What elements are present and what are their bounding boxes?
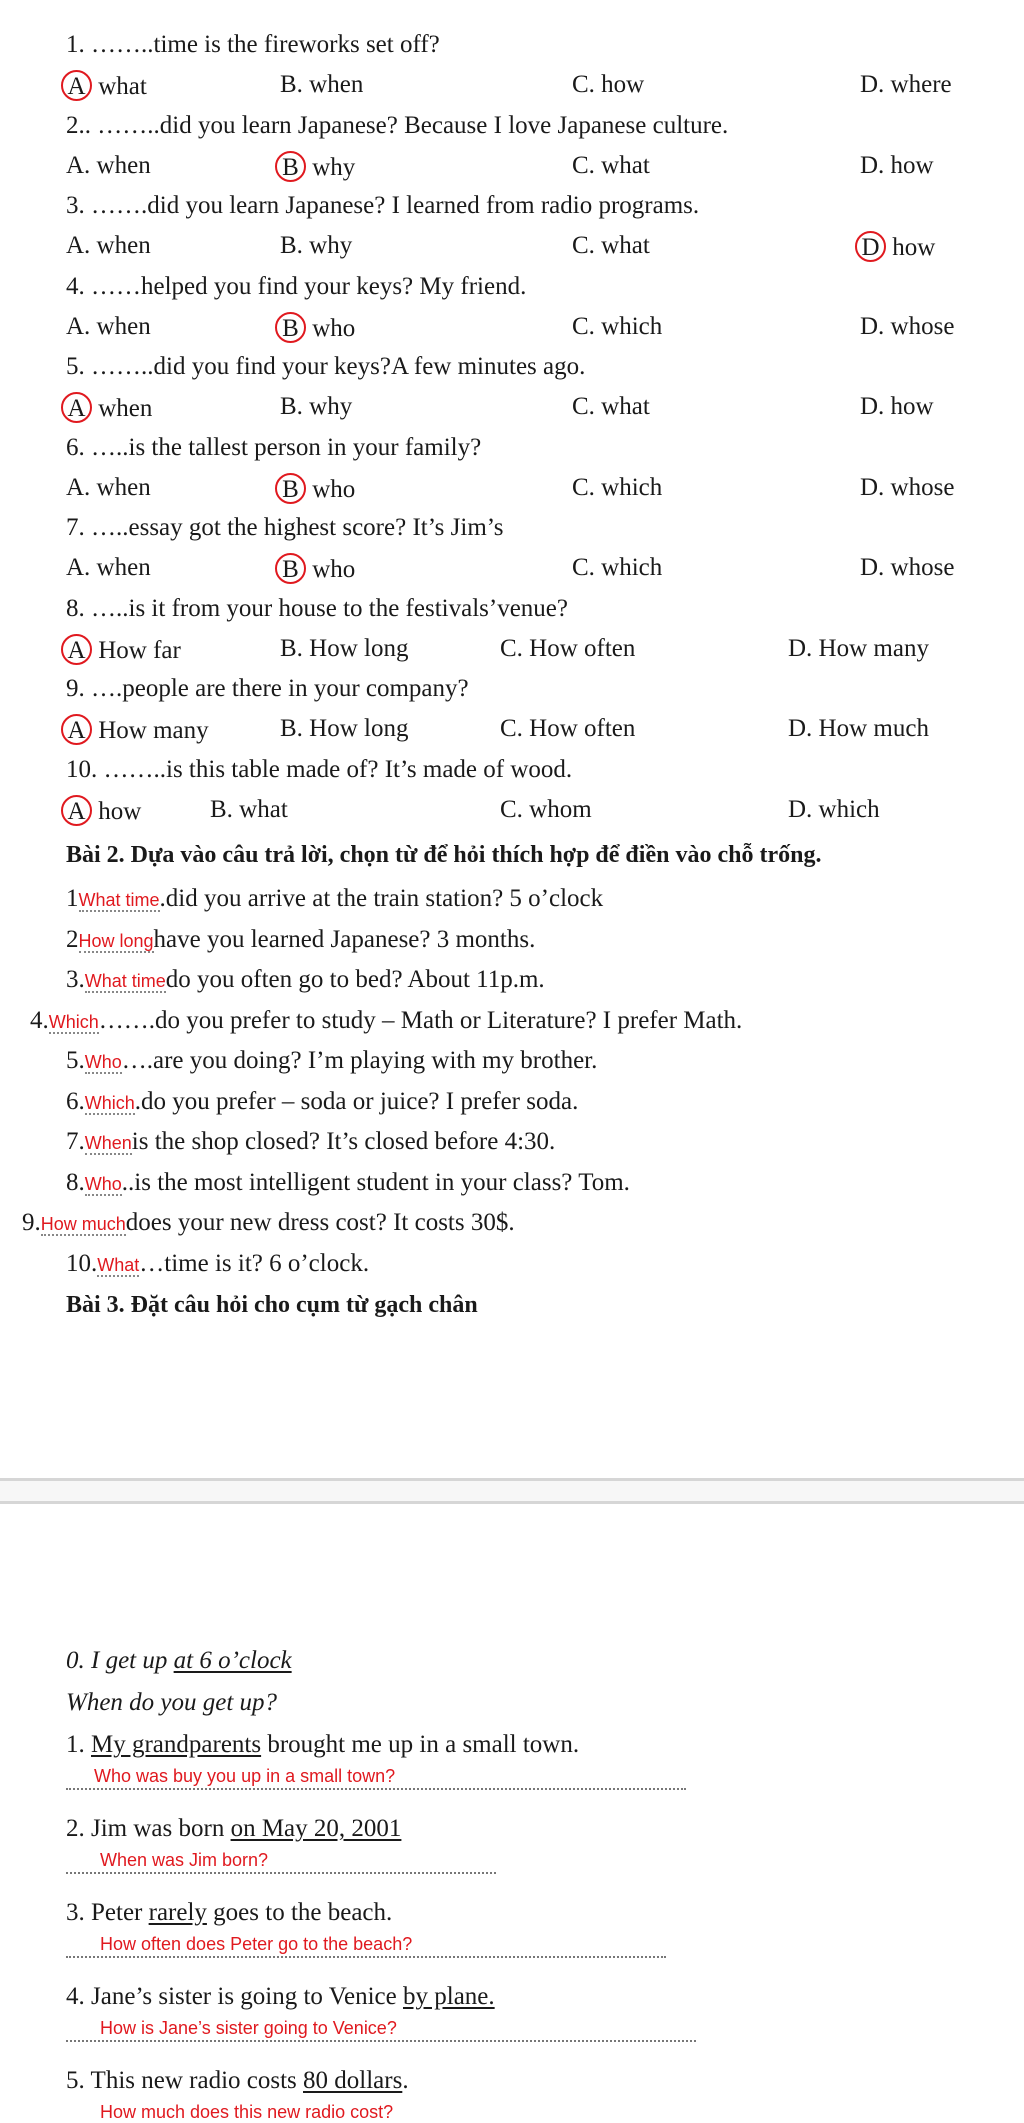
underlined-phrase: on May 20, 2001: [230, 1815, 402, 1842]
fill-item-4: [30, 1006, 742, 1037]
fill-item-text: have you learned Japanese? 3 months.: [153, 925, 536, 953]
handwritten-answer: How long: [78, 930, 154, 951]
question-8-option-B[interactable]: B. How long: [280, 634, 409, 662]
written-question-answer-2: When was Jim born?: [100, 1850, 269, 1870]
fill-item-number: 9.: [22, 1209, 41, 1236]
question-3-option-D[interactable]: [860, 231, 935, 263]
fill-item-number: 6.: [66, 1087, 85, 1115]
question-4-stem: 4. ……helped you find your keys? My friend.: [66, 272, 527, 300]
question-9-option-D[interactable]: D. How much: [788, 715, 929, 742]
question-9-option-A[interactable]: [66, 714, 209, 746]
written-question-answer-5: How much does this new radio cost?: [100, 2102, 394, 2122]
question-6-option-C[interactable]: C. which: [572, 473, 663, 501]
written-question-answer-1: Who was buy you up in a small town?: [94, 1766, 396, 1786]
question-9-option-C[interactable]: C. How often: [500, 715, 636, 742]
written-question-answer-4: How is Jane’s sister going to Venice?: [100, 2018, 397, 2038]
circled-answer-mark: B: [275, 553, 306, 584]
fill-item-7: [66, 1127, 555, 1158]
question-6-option-D[interactable]: D. whose: [860, 473, 955, 501]
handwritten-answer: What: [97, 1254, 140, 1275]
fill-item-8: [66, 1168, 630, 1199]
option-text: who: [306, 556, 356, 583]
fill-item-text: do you often go to bed? About 11p.m.: [165, 966, 545, 993]
question-5-option-C[interactable]: C. what: [572, 393, 650, 420]
option-text: How many: [92, 717, 209, 744]
question-7-option-B[interactable]: [280, 553, 355, 585]
question-8-option-D[interactable]: D. How many: [788, 634, 929, 662]
fill-item-text: ….are you doing? I’m playing with my brother.: [121, 1047, 598, 1074]
circled-answer-mark: A: [61, 70, 92, 101]
fill-item-text: is the shop closed? It’s closed before 4:30.: [131, 1128, 556, 1155]
section-3-title: Bài 3. Đặt câu hỏi cho cụm từ gạch chân: [66, 1292, 478, 1318]
fill-item-5: [66, 1046, 597, 1077]
fill-item-number: 1: [66, 885, 79, 912]
option-text: who: [306, 314, 356, 342]
handwritten-answer: Which: [48, 1011, 99, 1032]
circled-answer-mark: A: [61, 634, 92, 665]
question-10-option-B[interactable]: B. what: [210, 795, 288, 823]
fill-item-6: [66, 1087, 578, 1118]
sentence-text: 3. Peter: [66, 1899, 149, 1926]
question-4-option-A[interactable]: A. when: [66, 312, 151, 340]
circled-answer-mark: B: [275, 312, 306, 343]
question-2-option-D[interactable]: D. how: [860, 151, 934, 179]
example-sentence-text: 0. I get up: [66, 1647, 174, 1674]
option-text: who: [306, 475, 356, 503]
answer-dotted-line: [66, 2040, 696, 2042]
fill-item-text: ..is the most intelligent student in your class? Tom.: [121, 1168, 630, 1196]
fill-item-number: 5.: [66, 1047, 85, 1074]
sentence-text-end: .: [402, 2067, 409, 2094]
example-sentence: [66, 1646, 292, 1676]
underlined-phrase: by plane.: [403, 1983, 495, 2010]
sentence-3: [66, 1898, 392, 1928]
fill-item-text: .did you arrive at the train station? 5 o’clock: [159, 885, 604, 912]
underlined-phrase: rarely: [148, 1899, 207, 1926]
fill-item-text: .do you prefer – soda or juice? I prefer soda.: [134, 1087, 579, 1115]
question-7-option-D[interactable]: D. whose: [860, 554, 955, 581]
fill-item-number: 10.: [66, 1249, 98, 1277]
question-10-stem: 10. ……..is this table made of? It’s made of wood.: [66, 755, 573, 783]
underlined-phrase: 80 dollars: [303, 2067, 403, 2094]
question-2-option-B[interactable]: [280, 151, 355, 183]
question-10-option-C[interactable]: C. whom: [500, 795, 592, 823]
fill-item-1: [66, 884, 603, 915]
option-text: why: [306, 153, 356, 181]
question-1-option-B[interactable]: B. when: [280, 71, 364, 98]
fill-item-2: [66, 925, 535, 956]
question-10-option-D[interactable]: D. which: [788, 795, 880, 823]
question-4-option-B[interactable]: [280, 312, 355, 344]
circled-answer-mark: B: [275, 473, 306, 504]
sentence-4: [66, 1982, 495, 2012]
fill-item-text: …….do you prefer to study – Math or Literature? I prefer Math.: [98, 1006, 743, 1034]
fill-item-number: 3.: [66, 966, 85, 993]
option-text: when: [92, 395, 153, 422]
handwritten-answer: Who: [84, 1052, 122, 1072]
question-1-option-D[interactable]: D. where: [860, 71, 952, 98]
circled-answer-mark: A: [61, 795, 92, 826]
fill-item-number: 2: [66, 925, 79, 953]
handwritten-answer: Who: [84, 1173, 122, 1194]
answer-dotted-line: [66, 1956, 666, 1958]
question-6-option-B[interactable]: [280, 473, 355, 505]
sentence-text: 4. Jane’s sister is going to Venice: [66, 1983, 403, 2010]
question-3-option-A[interactable]: A. when: [66, 232, 151, 259]
example-underlined-phrase: at 6 o’clock: [173, 1647, 292, 1674]
handwritten-answer: What time: [78, 890, 160, 910]
question-3-option-C[interactable]: C. what: [572, 232, 650, 259]
fill-item-9: [22, 1208, 515, 1239]
example-question: When do you get up?: [66, 1689, 278, 1716]
question-7-stem: 7. …..essay got the highest score? It’s Jim’s: [66, 514, 504, 541]
question-5-option-B[interactable]: B. why: [280, 393, 353, 420]
fill-item-number: 4.: [30, 1006, 49, 1034]
handwritten-answer: What time: [84, 971, 166, 991]
handwritten-answer: Which: [84, 1092, 135, 1113]
question-8-stem: 8. …..is it from your house to the festivals’venue?: [66, 594, 568, 622]
written-question-answer-3: How often does Peter go to the beach?: [100, 1934, 413, 1954]
fill-item-text: …time is it? 6 o’clock.: [139, 1249, 370, 1277]
answer-dotted-line: [66, 1872, 496, 1874]
question-2-stem: 2.. ……..did you learn Japanese? Because I love Japanese culture.: [66, 111, 729, 139]
section-2-title: Bài 2. Dựa vào câu trả lời, chọn từ để hỏi thích hợp để điền vào chỗ trống.: [66, 842, 822, 868]
question-8-option-C[interactable]: C. How often: [500, 634, 636, 662]
question-8-option-A[interactable]: [66, 634, 181, 666]
sentence-2: [66, 1814, 401, 1844]
option-text: how: [886, 234, 936, 261]
question-1-option-C[interactable]: C. how: [572, 71, 645, 98]
fill-item-10: [66, 1249, 369, 1280]
option-text: How far: [92, 636, 181, 664]
question-6-stem: 6. …..is the tallest person in your family?: [66, 433, 482, 461]
sentence-text-end: goes to the beach.: [206, 1899, 393, 1926]
option-text: how: [92, 797, 142, 825]
fill-item-number: 7.: [66, 1128, 85, 1155]
circled-answer-mark: A: [61, 392, 92, 423]
sentence-1: [66, 1730, 579, 1760]
question-5-option-D[interactable]: D. how: [860, 393, 934, 420]
sentence-text: 1.: [66, 1731, 91, 1758]
question-6-option-A[interactable]: A. when: [66, 473, 151, 501]
page-break-divider: [0, 1478, 1024, 1504]
question-4-option-D[interactable]: D. whose: [860, 312, 955, 340]
question-4-option-C[interactable]: C. which: [572, 312, 663, 340]
question-5-stem: 5. ……..did you find your keys?A few minutes ago.: [66, 353, 586, 380]
question-2-option-A[interactable]: A. when: [66, 151, 151, 179]
question-3-option-B[interactable]: B. why: [280, 232, 353, 259]
question-10-option-A[interactable]: [66, 795, 141, 827]
circled-answer-mark: B: [275, 151, 306, 182]
fill-item-3: [66, 965, 545, 996]
sentence-text: 2. Jim was born: [66, 1815, 231, 1842]
question-5-option-A[interactable]: [66, 392, 152, 424]
sentence-text: 5. This new radio costs: [66, 2067, 304, 2094]
question-3-stem: 3. …….did you learn Japanese? I learned from radio programs.: [66, 192, 700, 219]
question-7-option-C[interactable]: C. which: [572, 554, 663, 581]
circled-answer-mark: D: [855, 231, 886, 262]
question-7-option-A[interactable]: A. when: [66, 554, 151, 581]
option-text: what: [92, 73, 147, 100]
question-1-option-A[interactable]: [66, 70, 147, 102]
fill-item-text: does your new dress cost? It costs 30$.: [125, 1209, 515, 1236]
question-2-option-C[interactable]: C. what: [572, 151, 650, 179]
sentence-text-end: brought me up in a small town.: [261, 1731, 580, 1758]
sentence-5: [66, 2066, 409, 2096]
question-1-stem: 1. ……..time is the fireworks set off?: [66, 31, 440, 58]
handwritten-answer: How much: [40, 1214, 126, 1234]
answer-dotted-line: [66, 1788, 686, 1790]
circled-answer-mark: A: [61, 714, 92, 745]
handwritten-answer: When: [84, 1133, 132, 1153]
fill-item-number: 8.: [66, 1168, 85, 1196]
question-9-stem: 9. ….people are there in your company?: [66, 675, 469, 702]
underlined-phrase: My grandparents: [91, 1731, 262, 1758]
question-9-option-B[interactable]: B. How long: [280, 715, 409, 742]
